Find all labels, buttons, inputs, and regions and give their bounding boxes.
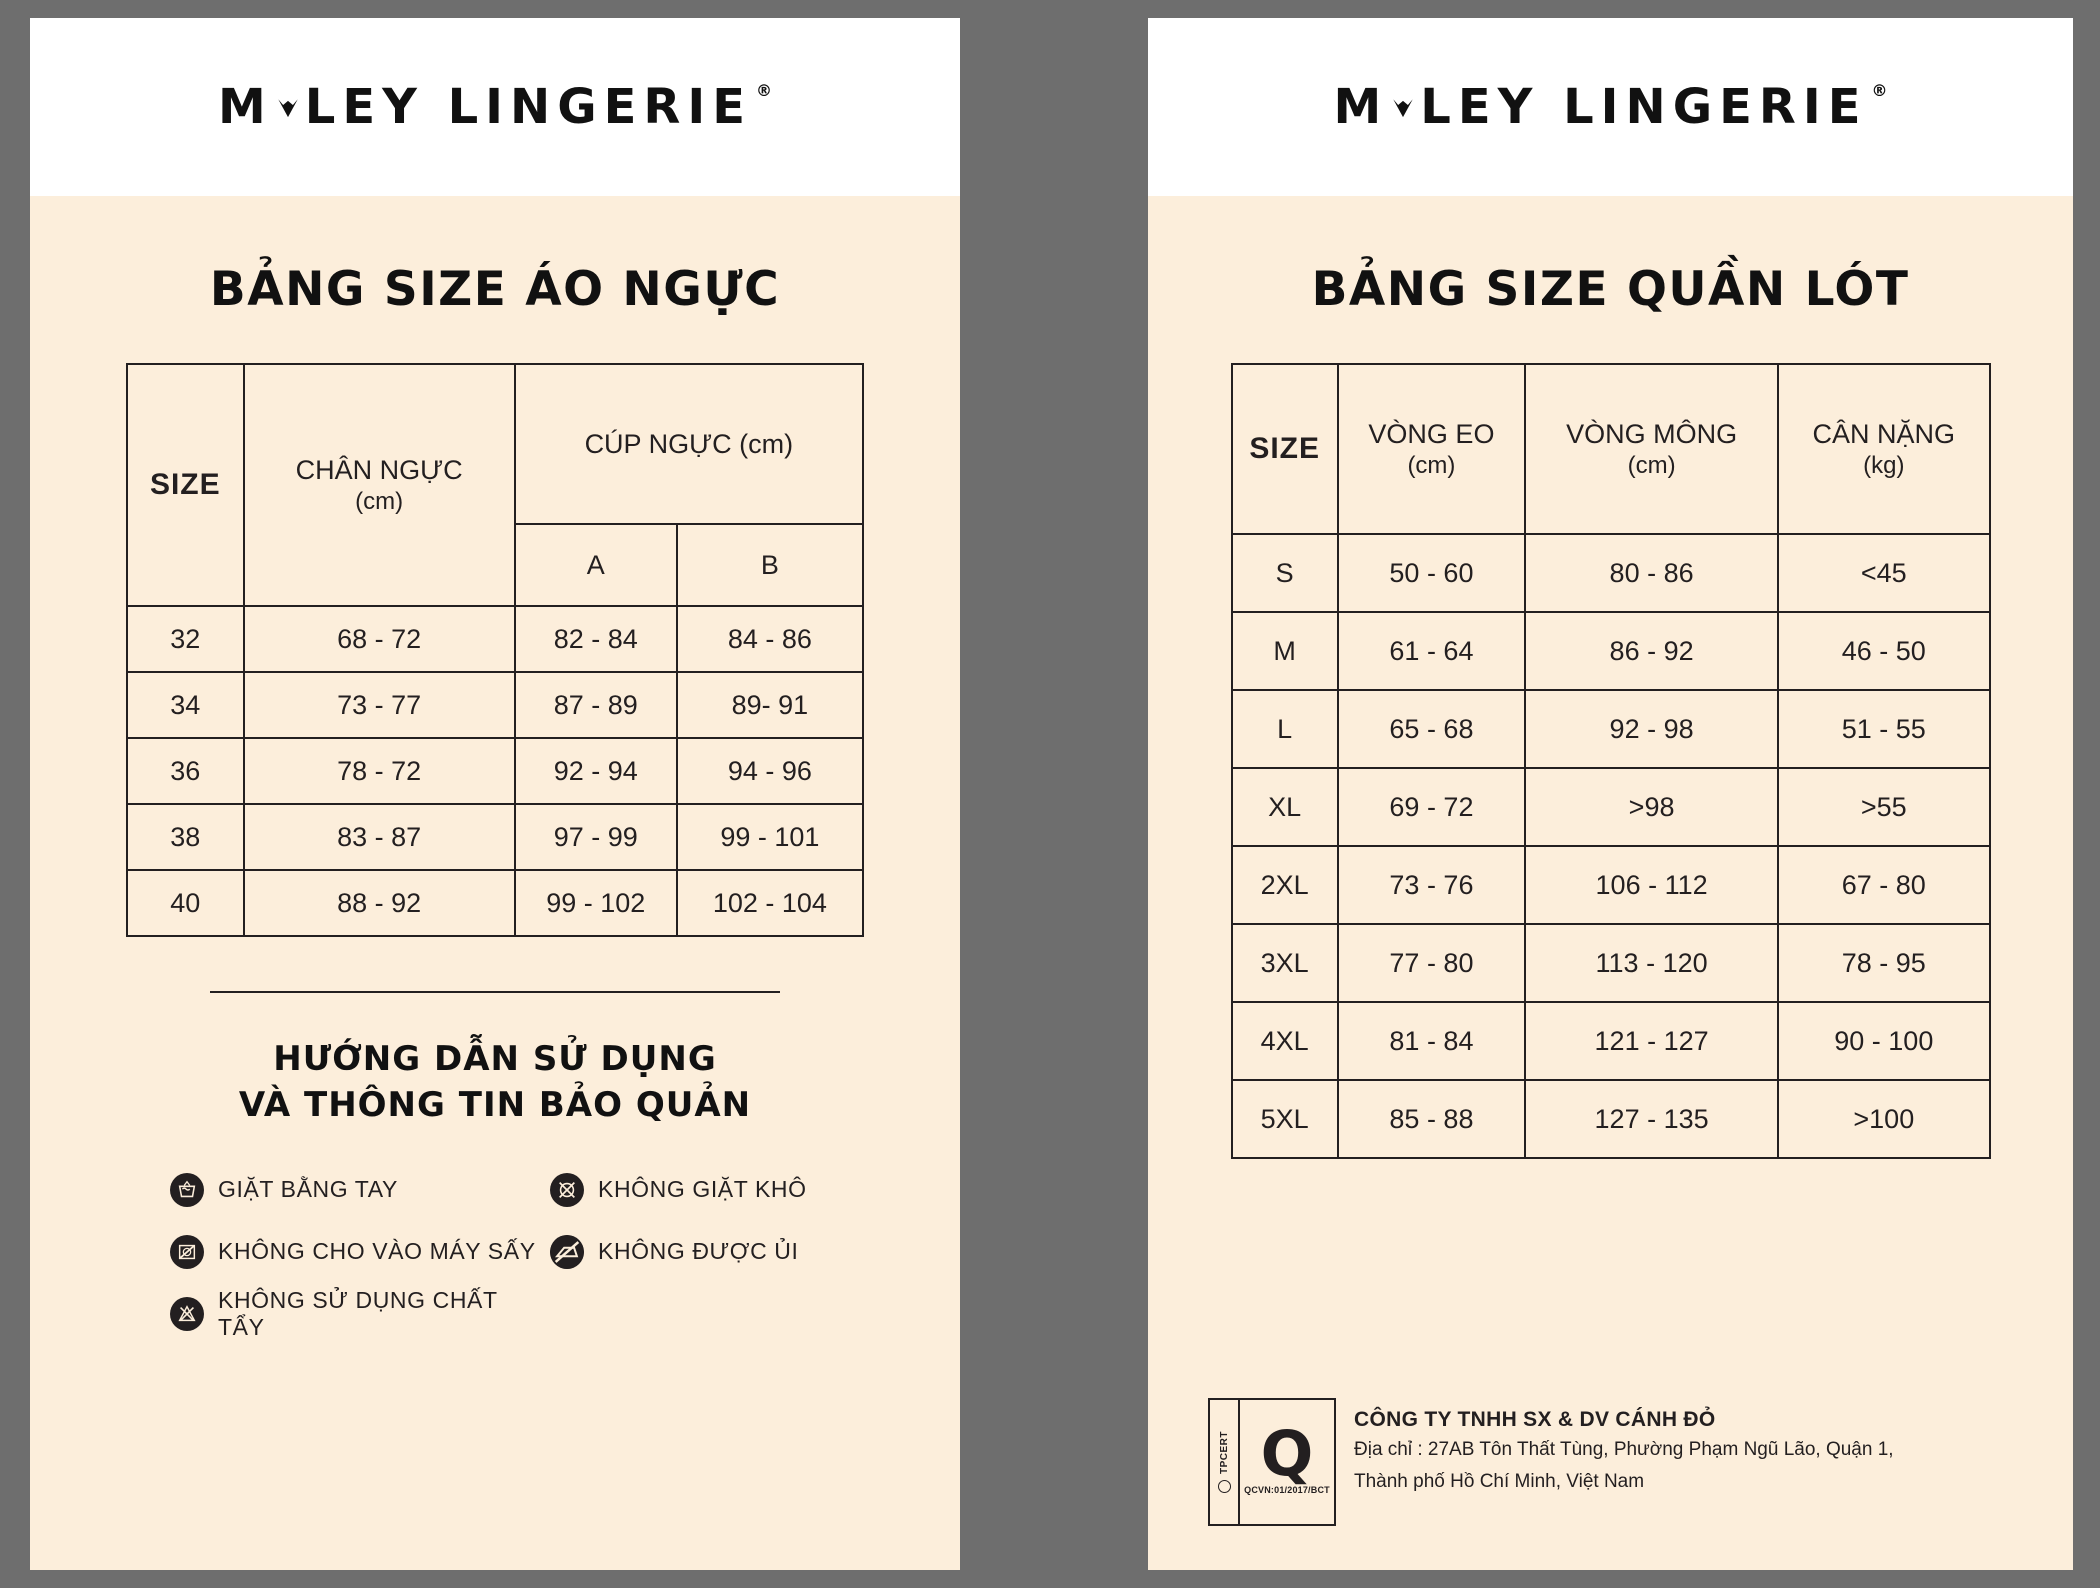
table-row <box>127 870 863 936</box>
cell-size: 5XL <box>1232 1080 1338 1158</box>
header-size: SIZE <box>1232 364 1338 534</box>
care-item-no-bleach <box>170 1287 550 1341</box>
bra-size-card <box>30 18 960 1570</box>
qcert-letter: Q <box>1260 1416 1314 1490</box>
cell-waist: 65 - 68 <box>1338 690 1525 768</box>
company-name: CÔNG TY TNHH SX & DV CÁNH ĐỎ <box>1354 1408 1716 1431</box>
header-cup-a: A <box>515 524 677 606</box>
qcert-code: QCVN:01/2017/BCT <box>1244 1485 1330 1496</box>
brand-logo-right <box>1333 79 1887 135</box>
globe-icon <box>1218 1480 1231 1493</box>
table-row <box>1232 1080 1990 1158</box>
cell-hip: 92 - 98 <box>1525 690 1778 768</box>
cell-weight: 51 - 55 <box>1778 690 1989 768</box>
cell-underbust: 68 - 72 <box>244 606 515 672</box>
care-item-label: KHÔNG ĐƯỢC ỦI <box>598 1238 799 1265</box>
header-waist-text: VÒNG EO <box>1368 418 1495 449</box>
cell-hip: >98 <box>1525 768 1778 846</box>
cell-weight: 90 - 100 <box>1778 1002 1989 1080</box>
brand-name-part2: LEY LINGERIE <box>1420 79 1868 135</box>
heart-icon <box>275 96 301 122</box>
cell-hip: 121 - 127 <box>1525 1002 1778 1080</box>
cell-cup-a: 99 - 102 <box>515 870 677 936</box>
cell-underbust: 73 - 77 <box>244 672 515 738</box>
cell-hip: 80 - 86 <box>1525 534 1778 612</box>
cell-weight: 46 - 50 <box>1778 612 1989 690</box>
table-row <box>127 672 863 738</box>
care-item-no-dry-clean <box>550 1173 890 1207</box>
cell-waist: 85 - 88 <box>1338 1080 1525 1158</box>
care-item-label: KHÔNG SỬ DỤNG CHẤT TẨY <box>218 1286 498 1340</box>
brand-logo-left <box>218 79 772 135</box>
header-waist <box>1338 364 1525 534</box>
care-instructions-list <box>170 1159 960 1345</box>
cell-waist: 81 - 84 <box>1338 1002 1525 1080</box>
cell-waist: 61 - 64 <box>1338 612 1525 690</box>
cell-hip: 86 - 92 <box>1525 612 1778 690</box>
company-info <box>1354 1398 1894 1496</box>
company-address-line1: Địa chỉ : 27AB Tôn Thất Tùng, Phường Phạm Ngũ Lão, Quận 1, <box>1354 1439 1894 1460</box>
cell-size: 38 <box>127 804 244 870</box>
cell-cup-b: 89- 91 <box>677 672 863 738</box>
cell-size: 36 <box>127 738 244 804</box>
header-hip-text: VÒNG MÔNG <box>1566 418 1738 449</box>
cell-cup-b: 84 - 86 <box>677 606 863 672</box>
header-cup: CÚP NGỰC (cm) <box>515 364 863 524</box>
care-instructions-title <box>30 1037 960 1129</box>
divider <box>210 991 780 993</box>
header-weight-text: CÂN NẶNG <box>1812 418 1956 449</box>
logo-band-right <box>1148 18 2073 196</box>
qcert-side-text: TPCERT <box>1218 1431 1230 1474</box>
cell-size: 32 <box>127 606 244 672</box>
cell-weight: 67 - 80 <box>1778 846 1989 924</box>
table-row <box>1232 612 1990 690</box>
table-row <box>127 804 863 870</box>
bra-size-table <box>126 363 864 937</box>
cell-cup-b: 99 - 101 <box>677 804 863 870</box>
cell-size: S <box>1232 534 1338 612</box>
cell-size: 34 <box>127 672 244 738</box>
heart-icon <box>1390 96 1416 122</box>
header-waist-unit: (cm) <box>1407 451 1456 479</box>
table-row <box>1232 924 1990 1002</box>
company-footer <box>1208 1398 1894 1526</box>
table-header-row <box>1232 364 1990 534</box>
header-hip <box>1525 364 1778 534</box>
table-row <box>127 738 863 804</box>
brand-name-part2: LEY LINGERIE <box>304 79 753 135</box>
page-title-panty: BẢNG SIZE QUẦN LÓT <box>1311 262 1910 317</box>
cell-waist: 73 - 76 <box>1338 846 1525 924</box>
registered-mark-left: ® <box>756 81 773 100</box>
cell-weight: >55 <box>1778 768 1989 846</box>
care-item-hand-wash <box>170 1173 550 1207</box>
cell-size: M <box>1232 612 1338 690</box>
cell-underbust: 88 - 92 <box>244 870 515 936</box>
cell-cup-b: 94 - 96 <box>677 738 863 804</box>
care-item-no-iron <box>550 1235 890 1269</box>
header-hip-unit: (cm) <box>1627 451 1676 479</box>
cell-underbust: 83 - 87 <box>244 804 515 870</box>
cell-waist: 69 - 72 <box>1338 768 1525 846</box>
care-title-line1: HƯỚNG DẪN SỬ DỤNG <box>273 1039 717 1079</box>
header-underbust-text: CHÂN NGỰC <box>295 454 463 485</box>
cell-cup-a: 92 - 94 <box>515 738 677 804</box>
table-row <box>1232 534 1990 612</box>
care-item-label: GIẶT BẰNG TAY <box>218 1176 398 1203</box>
cell-weight: >100 <box>1778 1080 1989 1158</box>
no-bleach-icon <box>170 1297 204 1331</box>
page-title-bra: BẢNG SIZE ÁO NGỰC <box>209 262 781 317</box>
header-size: SIZE <box>127 364 244 606</box>
header-underbust-unit: (cm) <box>355 487 404 515</box>
cell-size: L <box>1232 690 1338 768</box>
header-weight <box>1778 364 1989 534</box>
panty-size-table <box>1231 363 1991 1159</box>
registered-mark-right: ® <box>1871 81 1888 100</box>
care-item-label: KHÔNG CHO VÀO MÁY SẤY <box>218 1238 536 1265</box>
header-cup-b: B <box>677 524 863 606</box>
brand-name-part1: M <box>217 79 273 135</box>
cell-cup-a: 82 - 84 <box>515 606 677 672</box>
cell-waist: 77 - 80 <box>1338 924 1525 1002</box>
cell-cup-a: 87 - 89 <box>515 672 677 738</box>
cell-weight: 78 - 95 <box>1778 924 1989 1002</box>
no-tumble-dry-icon <box>170 1235 204 1269</box>
cell-hip: 106 - 112 <box>1525 846 1778 924</box>
table-row <box>1232 1002 1990 1080</box>
no-dry-clean-icon <box>550 1173 584 1207</box>
cell-cup-a: 97 - 99 <box>515 804 677 870</box>
care-item-no-tumble-dry <box>170 1235 550 1269</box>
qcert-side <box>1210 1400 1240 1524</box>
cell-hip: 113 - 120 <box>1525 924 1778 1002</box>
header-weight-unit: (kg) <box>1863 451 1905 479</box>
company-address-line2: Thành phố Hồ Chí Minh, Việt Nam <box>1354 1470 1645 1492</box>
cell-hip: 127 - 135 <box>1525 1080 1778 1158</box>
table-row <box>1232 690 1990 768</box>
header-underbust <box>244 364 515 606</box>
cell-size: 40 <box>127 870 244 936</box>
logo-band-left <box>30 18 960 196</box>
care-item-label: KHÔNG GIẶT KHÔ <box>598 1176 807 1203</box>
cell-size: XL <box>1232 768 1338 846</box>
table-row <box>1232 768 1990 846</box>
qcert-badge <box>1208 1398 1336 1526</box>
table-row <box>1232 846 1990 924</box>
cell-size: 3XL <box>1232 924 1338 1002</box>
table-header-row <box>127 364 863 524</box>
cell-cup-b: 102 - 104 <box>677 870 863 936</box>
care-title-line2: VÀ THÔNG TIN BẢO QUẢN <box>238 1084 752 1125</box>
cell-weight: <45 <box>1778 534 1989 612</box>
qcert-main <box>1240 1400 1334 1524</box>
cell-waist: 50 - 60 <box>1338 534 1525 612</box>
panty-size-card <box>1148 18 2073 1570</box>
cell-underbust: 78 - 72 <box>244 738 515 804</box>
cell-size: 2XL <box>1232 846 1338 924</box>
cell-size: 4XL <box>1232 1002 1338 1080</box>
brand-name-part1: M <box>1333 79 1389 135</box>
no-iron-icon <box>550 1235 584 1269</box>
hand-wash-icon <box>170 1173 204 1207</box>
table-row <box>127 606 863 672</box>
